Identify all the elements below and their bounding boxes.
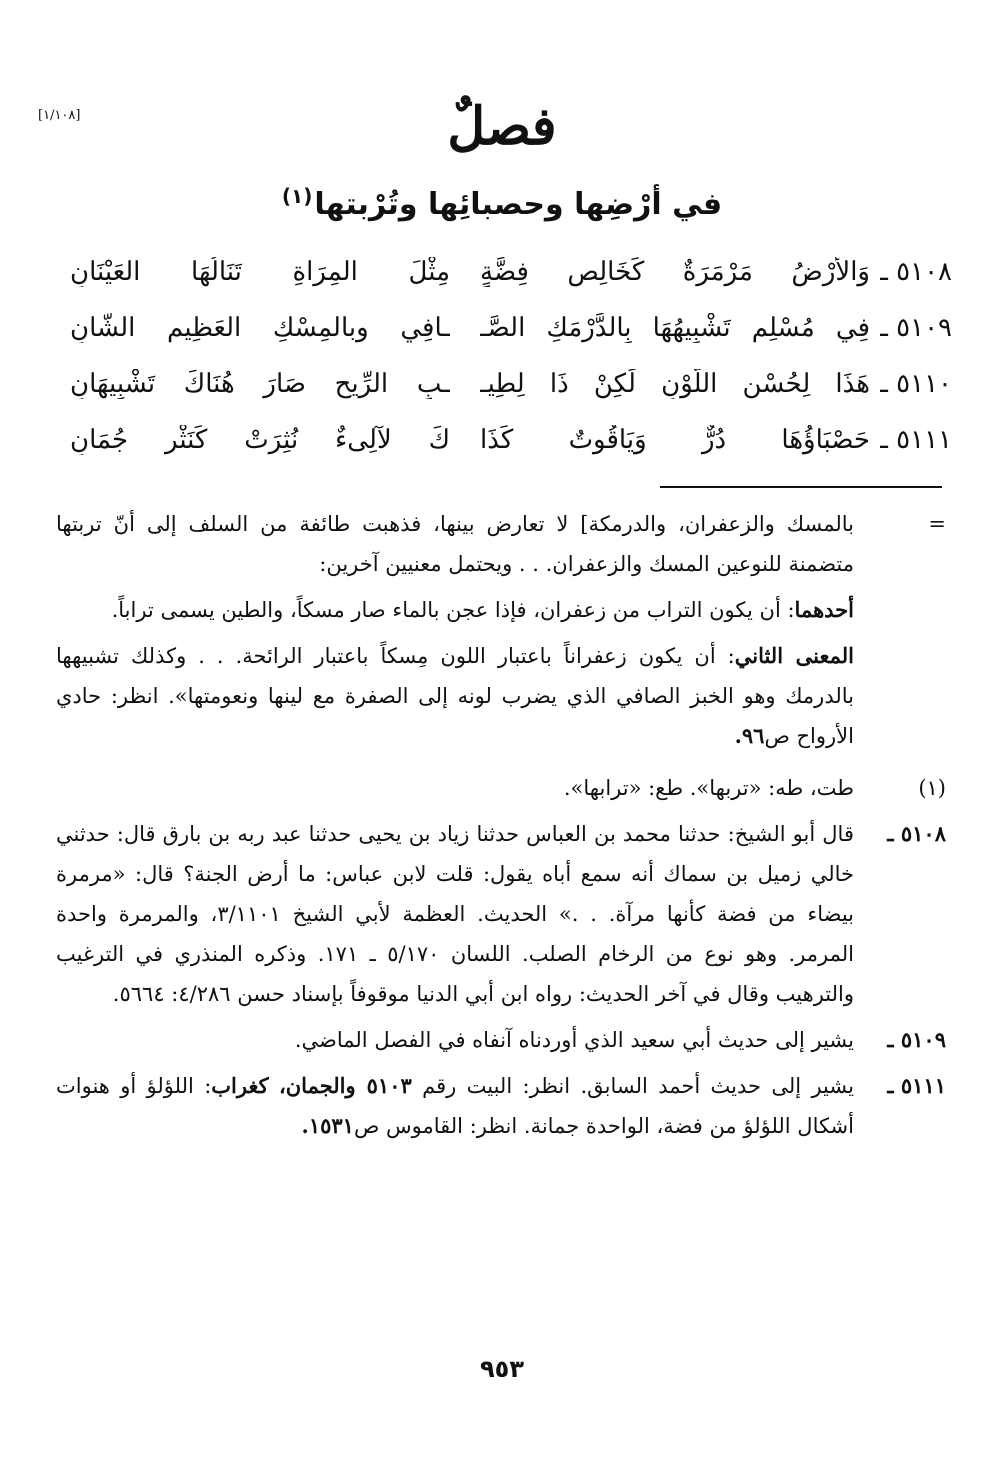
chapter-title-text: في أرْضِها وحصبائِها وتُرْبتها (314, 187, 723, 222)
meaning-two-text: : أن يكون زعفراناً باعتبار اللون مِسكاً باعتبار الرائحة. . . وكذلك تشبيهها بالدرمك وهو الخبز الصافي الذي يضرب لونه إلى الصفرة مع لينها ونعومتها». انظر: حادي الأرواح ص (56, 644, 854, 748)
note-number: ٥١٠٨ ـ (887, 821, 946, 846)
meaning-two-label: المعنى الثاني (734, 643, 854, 668)
chapter-title (0, 184, 1004, 222)
page-reference: [١/١٠٨] (38, 108, 81, 123)
footnote-separator (660, 486, 942, 488)
verse-second-hemistich: كَ لآلِىءٌ نُثِرَتْ كَنَثْرِ جُمَانِ (70, 425, 450, 455)
verse-second-hemistich: مِثْلَ المِرَاةِ تَنَالُهَا العَيْنَانِ (70, 257, 450, 287)
meaning-two (56, 636, 854, 756)
note-text-part-b: : اللؤلؤ أو هنوات أشكال اللؤلؤ من فضة، الواحدة جمانة. انظر: القاموس ص (56, 1074, 854, 1138)
note-text-part-a: يشير إلى حديث أحمد السابق. انظر: البيت رقم (411, 1074, 854, 1098)
verse-first-hemistich: وَالأَرْضُ مَرْمَرَةٌ كَخَالِصِ فِضَّةٍ (480, 257, 870, 287)
meaning-one-text: : أن يكون التراب من زعفران، فإذا عجن بالماء صار مسكاً، والطين يسمى تراباً. (111, 598, 795, 622)
meaning-one-label: أحدهما (794, 597, 854, 622)
verse-number: ٥١١١ ـ (880, 425, 952, 455)
footnote-text: طت، طه: «تربها». طع: «ترابها». (563, 776, 854, 800)
footnote-1 (56, 768, 946, 808)
footnotes (56, 504, 946, 1152)
verse-line (70, 300, 952, 356)
verse-line (70, 356, 952, 412)
meaning-two-page: ٩٦. (734, 723, 765, 748)
verse-number: ٥١١٠ ـ (880, 369, 952, 399)
verse-number: ٥١٠٨ ـ (880, 257, 952, 287)
note-5108 (56, 814, 946, 1014)
note-5109 (56, 1020, 946, 1060)
verse-line (70, 412, 952, 468)
note-5111 (56, 1066, 946, 1146)
continuation-text: بالمسك والزعفران، والدرمكة] لا تعارض بينها، فذهبت طائفة من السلف إلى أنّ تربتها متضمنة للنوعين المسك والزعفران. . . ويحتمل معنيين آخرين: (56, 512, 854, 576)
footnote-ref: (١) (281, 184, 313, 208)
verse-second-hemistich: ـافِي وبالمِسْكِ العَظِيمِ الشَّانِ (70, 313, 450, 343)
continuation-marker: = (928, 512, 946, 536)
verse-number: ٥١٠٩ ـ (880, 313, 952, 343)
verse-line (70, 244, 952, 300)
page-number: ٩٥٣ (480, 1355, 524, 1383)
verse-first-hemistich: فِي مُسْلِمٍ تَشْبِيهُهَا بِالدَّرْمَكِ الصَّـ (480, 313, 870, 343)
note-page-ref: ١٥٣١. (301, 1113, 354, 1138)
note-verse-ref: ٥١٠٣ والجمان، (278, 1073, 412, 1098)
footnote-number: (١) (918, 776, 946, 800)
chapter-heading: فصلٌ (447, 96, 557, 157)
footnote-continuation (56, 504, 946, 762)
note-text: يشير إلى حديث أبي سعيد الذي أوردناه آنفاه في الفصل الماضي. (294, 1028, 854, 1052)
footnote-body (56, 504, 854, 762)
verses-block (70, 244, 952, 468)
note-number: ٥١٠٩ ـ (887, 1027, 946, 1052)
verse-first-hemistich: حَصْبَاؤُهَا دُرٌّ وَيَاقُوتٌ كَذَا (480, 425, 870, 455)
note-number: ٥١١١ ـ (887, 1073, 946, 1098)
verse-second-hemistich: ـبِ الرِّيحِ صَارَ هُنَاكَ تَشْبِيهَانِ (70, 369, 450, 399)
note-keyword: كغراب (211, 1073, 269, 1098)
verse-first-hemistich: هَذَا لِحُسْنِ اللَّوْنِ لَكِنْ ذَا لِطِيـ (480, 369, 870, 399)
note-text: قال أبو الشيخ: حدثنا محمد بن العباس حدثنا زياد بن يحيى حدثنا عبد ربه بن بارق قال: حدثني خالي زميل بن سماك أنه سمع أباه يقول: قلت لابن عباس: ما أرض الجنة؟ قال: «مرمرة بيضاء من فضة كأنها مرآة. . .» الحديث. العظمة لأبي الشيخ ٣/١١٠١، والمرمرة واحدة المرمر. وهو نوع من الرخام الصلب. اللسان ٥/١٧٠ ـ ١٧١. وذكره المنذري في الترغيب والترهيب وقال في آخر الحديث: رواه ابن أبي الدنيا موقوفاً بإسناد حسن ٤/٢٨٦: ٥٦٦٤. (56, 822, 854, 1006)
note-text (56, 1066, 854, 1146)
meaning-one (56, 590, 854, 630)
